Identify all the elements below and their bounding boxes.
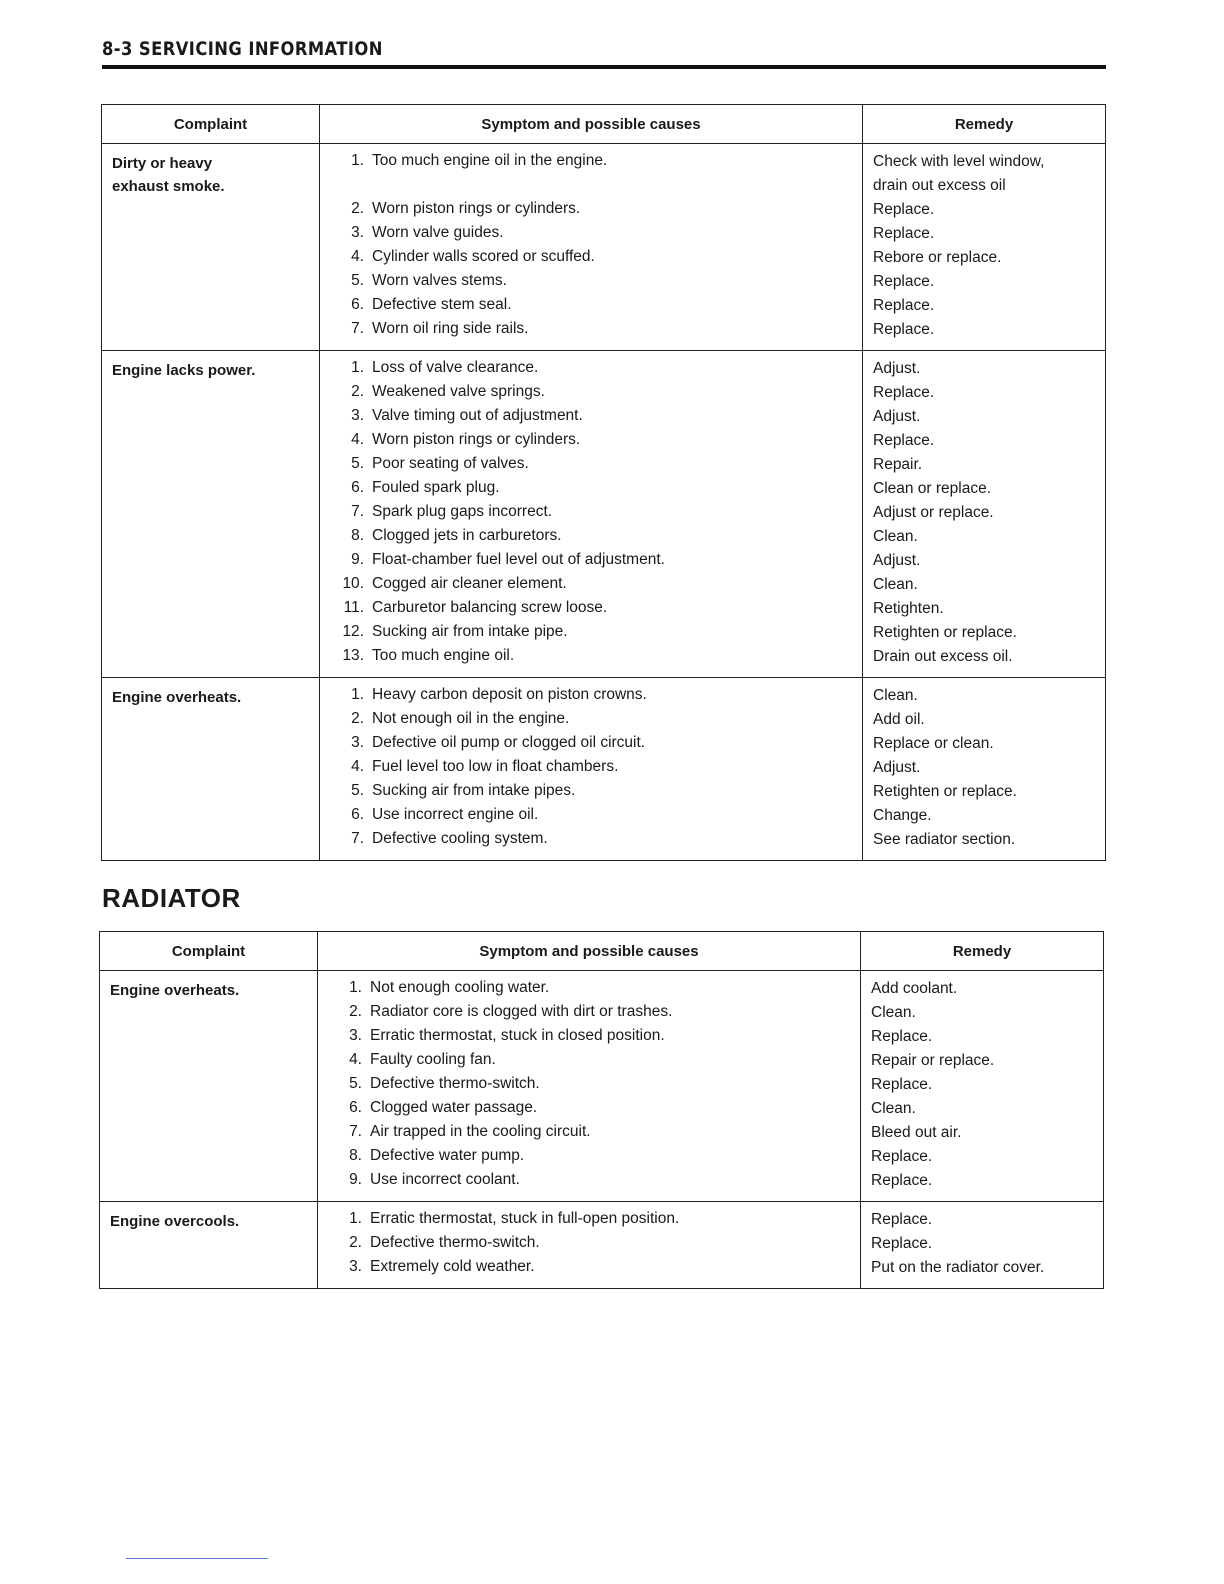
cause-text: Defective water pump. [370, 1147, 525, 1164]
remedy-text: Adjust. [873, 759, 921, 776]
cause-item [320, 827, 862, 851]
cause-number: 3. [351, 734, 364, 751]
cause-item [320, 524, 862, 548]
page-header [102, 36, 1106, 66]
cause-number: 6. [349, 1099, 362, 1116]
cause-number: 6. [351, 479, 364, 496]
cause-number: 5. [351, 782, 364, 799]
cause-number: 4. [351, 431, 364, 448]
cause-item [318, 1207, 860, 1231]
cause-number: 12. [342, 623, 364, 640]
complaint-text: exhaust smoke. [112, 178, 225, 195]
cause-number: 13. [342, 647, 364, 664]
cause-item [318, 1120, 860, 1144]
cause-number: 7. [351, 830, 364, 847]
cause-text: Defective thermo-switch. [370, 1234, 540, 1251]
cause-item [320, 707, 862, 731]
remedy-text: Clean. [871, 1100, 916, 1117]
cause-number: 5. [349, 1075, 362, 1092]
cause-item [320, 644, 862, 668]
column-header-complaint: Complaint [100, 932, 318, 971]
cause-text: Extremely cold weather. [370, 1258, 535, 1275]
complaint-cell [102, 351, 320, 678]
remedy-text: Put on the radiator cover. [871, 1259, 1045, 1276]
cause-item [318, 1096, 860, 1120]
cause-number: 8. [349, 1147, 362, 1164]
cause-text: Not enough oil in the engine. [372, 710, 570, 727]
remedy-text: See radiator section. [873, 831, 1016, 848]
cause-text: Heavy carbon deposit on piston crowns. [372, 686, 647, 703]
remedy-text: drain out excess oil [873, 177, 1006, 194]
cause-item [320, 452, 862, 476]
cause-number: 4. [349, 1051, 362, 1068]
cause-text: Sucking air from intake pipe. [372, 623, 568, 640]
table-row [102, 351, 1106, 678]
cause-text: Defective cooling system. [372, 830, 548, 847]
cause-item [320, 317, 862, 341]
remedy-text: Replace. [871, 1172, 933, 1189]
cause-text: Weakened valve springs. [372, 383, 545, 400]
cause-item [320, 683, 862, 707]
cause-item [320, 428, 862, 452]
cause-number: 4. [351, 248, 364, 265]
remedy-text: Replace. [873, 432, 935, 449]
cause-number: 2. [349, 1234, 362, 1251]
remedy-text: Repair or replace. [871, 1052, 995, 1069]
remedy-text: Adjust. [873, 408, 921, 425]
cause-text: Worn valve guides. [372, 224, 504, 241]
cause-item [318, 1000, 860, 1024]
remedy-text: Replace. [871, 1028, 933, 1045]
complaint-text: Engine overheats. [110, 982, 240, 999]
cause-item [320, 572, 862, 596]
header-rule [102, 65, 1106, 69]
footer-line [126, 1558, 268, 1559]
causes-cell [320, 351, 863, 678]
cause-item [318, 1024, 860, 1048]
cause-item [320, 245, 862, 269]
cause-number: 10. [342, 575, 364, 592]
cause-text: Worn piston rings or cylinders. [372, 200, 581, 217]
cause-item [318, 976, 860, 1000]
remedy-text: Replace. [873, 273, 935, 290]
remedy-text: Add oil. [873, 711, 925, 728]
cause-text: Fouled spark plug. [372, 479, 500, 496]
cause-text: Sucking air from intake pipes. [372, 782, 576, 799]
cause-text: Clogged jets in carburetors. [372, 527, 562, 544]
cause-text: Erratic thermostat, stuck in full-open position. [370, 1210, 680, 1227]
complaint-cell [100, 971, 318, 1202]
spacer [320, 173, 862, 197]
section-heading-radiator: RADIATOR [102, 883, 241, 913]
cause-text: Defective oil pump or clogged oil circuit. [372, 734, 646, 751]
remedy-text: Change. [873, 807, 932, 824]
remedy-text: Clean. [871, 1004, 916, 1021]
cause-text: Worn valves stems. [372, 272, 507, 289]
remedy-text: Repair. [873, 456, 923, 473]
cause-text: Worn oil ring side rails. [372, 320, 529, 337]
remedy-text: Adjust. [873, 552, 921, 569]
cause-text: Too much engine oil. [372, 647, 515, 664]
cause-number: 3. [349, 1258, 362, 1275]
table-row [100, 971, 1104, 1202]
remedy-text: Clean. [873, 528, 918, 545]
remedy-text: Drain out excess oil. [873, 648, 1013, 665]
cause-text: Valve timing out of adjustment. [372, 407, 583, 424]
cause-item [320, 755, 862, 779]
column-header-remedy: Remedy [861, 932, 1104, 971]
remedy-cell [861, 1202, 1104, 1289]
cause-text: Air trapped in the cooling circuit. [370, 1123, 591, 1140]
remedy-text: Check with level window, [873, 153, 1045, 170]
cause-text: Erratic thermostat, stuck in closed position. [370, 1027, 665, 1044]
cause-item [320, 149, 862, 173]
complaint-text: Engine lacks power. [112, 362, 256, 379]
remedy-text: Replace. [871, 1148, 933, 1165]
remedy-text: Clean. [873, 576, 918, 593]
complaint-cell [102, 678, 320, 861]
cause-number: 9. [349, 1171, 362, 1188]
cause-item [318, 1072, 860, 1096]
cause-number: 2. [351, 200, 364, 217]
remedy-text: Replace. [873, 321, 935, 338]
remedy-text: Retighten or replace. [873, 624, 1017, 641]
remedy-text: Clean or replace. [873, 480, 992, 497]
table-row [102, 144, 1106, 351]
radiator-troubleshooting-table [99, 931, 1104, 1289]
cause-number: 5. [351, 272, 364, 289]
cause-text: Clogged water passage. [370, 1099, 538, 1116]
column-header-complaint: Complaint [102, 105, 320, 144]
cause-number: 9. [351, 551, 364, 568]
cause-item [320, 356, 862, 380]
cause-item [320, 404, 862, 428]
cause-text: Defective thermo-switch. [370, 1075, 540, 1092]
cause-number: 5. [351, 455, 364, 472]
remedy-text: Retighten. [873, 600, 944, 617]
remedy-text: Rebore or replace. [873, 249, 1002, 266]
cause-number: 6. [351, 296, 364, 313]
remedy-text: Replace. [873, 225, 935, 242]
cause-number: 2. [351, 383, 364, 400]
remedy-cell [863, 144, 1106, 351]
cause-number: 2. [351, 710, 364, 727]
cause-item [320, 779, 862, 803]
cause-text: Worn piston rings or cylinders. [372, 431, 581, 448]
cause-number: 1. [351, 152, 364, 169]
cause-number: 1. [349, 979, 362, 996]
cause-item [318, 1048, 860, 1072]
cause-item [320, 620, 862, 644]
cause-number: 3. [349, 1027, 362, 1044]
cause-text: Spark plug gaps incorrect. [372, 503, 553, 520]
cause-item [318, 1144, 860, 1168]
causes-cell [320, 678, 863, 861]
complaint-text: Engine overcools. [110, 1213, 240, 1230]
cause-item [318, 1255, 860, 1279]
remedy-text: Retighten or replace. [873, 783, 1017, 800]
cause-text: Too much engine oil in the engine. [372, 152, 608, 169]
cause-number: 1. [351, 359, 364, 376]
remedy-text: Bleed out air. [871, 1124, 962, 1141]
engine-troubleshooting-table [101, 104, 1106, 861]
cause-number: 7. [351, 503, 364, 520]
column-header-causes: Symptom and possible causes [318, 932, 861, 971]
cause-number: 3. [351, 224, 364, 241]
cause-text: Carburetor balancing screw loose. [372, 599, 608, 616]
cause-item [320, 476, 862, 500]
cause-item [320, 500, 862, 524]
cause-item [320, 293, 862, 317]
cause-item [318, 1168, 860, 1192]
cause-item [320, 803, 862, 827]
cause-text: Loss of valve clearance. [372, 359, 539, 376]
cause-text: Poor seating of valves. [372, 455, 529, 472]
remedy-text: Adjust. [873, 360, 921, 377]
cause-item [320, 731, 862, 755]
cause-item [320, 548, 862, 572]
cause-item [320, 269, 862, 293]
causes-cell [318, 1202, 861, 1289]
cause-text: Cylinder walls scored or scuffed. [372, 248, 595, 265]
cause-number: 3. [351, 407, 364, 424]
remedy-text: Replace. [871, 1235, 933, 1252]
cause-text: Float-chamber fuel level out of adjustment. [372, 551, 665, 568]
column-header-remedy: Remedy [863, 105, 1106, 144]
remedy-text: Replace. [871, 1076, 933, 1093]
cause-number: 2. [349, 1003, 362, 1020]
cause-number: 11. [343, 599, 364, 616]
remedy-text: Replace. [871, 1211, 933, 1228]
causes-cell [320, 144, 863, 351]
remedy-text: Replace. [873, 384, 935, 401]
complaint-text: Dirty or heavy [112, 155, 213, 172]
cause-text: Radiator core is clogged with dirt or trashes. [370, 1003, 673, 1020]
column-header-causes: Symptom and possible causes [320, 105, 863, 144]
complaint-text: Engine overheats. [112, 689, 242, 706]
cause-item [320, 221, 862, 245]
cause-item [318, 1231, 860, 1255]
cause-number: 6. [351, 806, 364, 823]
cause-text: Not enough cooling water. [370, 979, 550, 996]
cause-text: Cogged air cleaner element. [372, 575, 567, 592]
table-row [102, 678, 1106, 861]
cause-text: Use incorrect engine oil. [372, 806, 539, 823]
cause-number: 4. [351, 758, 364, 775]
causes-cell [318, 971, 861, 1202]
remedy-text: Replace. [873, 201, 935, 218]
cause-number: 7. [351, 320, 364, 337]
remedy-text: Replace. [873, 297, 935, 314]
cause-item [320, 380, 862, 404]
cause-text: Faulty cooling fan. [370, 1051, 496, 1068]
cause-item [320, 596, 862, 620]
remedy-cell [861, 971, 1104, 1202]
complaint-cell [100, 1202, 318, 1289]
cause-text: Fuel level too low in float chambers. [372, 758, 619, 775]
remedy-cell [863, 678, 1106, 861]
cause-number: 1. [349, 1210, 362, 1227]
cause-text: Use incorrect coolant. [370, 1171, 520, 1188]
remedy-cell [863, 351, 1106, 678]
table-row [100, 1202, 1104, 1289]
remedy-text: Clean. [873, 687, 918, 704]
cause-text: Defective stem seal. [372, 296, 512, 313]
remedy-text: Add coolant. [871, 980, 958, 997]
cause-item [320, 197, 862, 221]
complaint-cell [102, 144, 320, 351]
cause-number: 1. [351, 686, 364, 703]
remedy-text: Adjust or replace. [873, 504, 994, 521]
page-title: 8-3 SERVICING INFORMATION [102, 38, 383, 60]
remedy-text: Replace or clean. [873, 735, 994, 752]
cause-number: 8. [351, 527, 364, 544]
cause-number: 7. [349, 1123, 362, 1140]
